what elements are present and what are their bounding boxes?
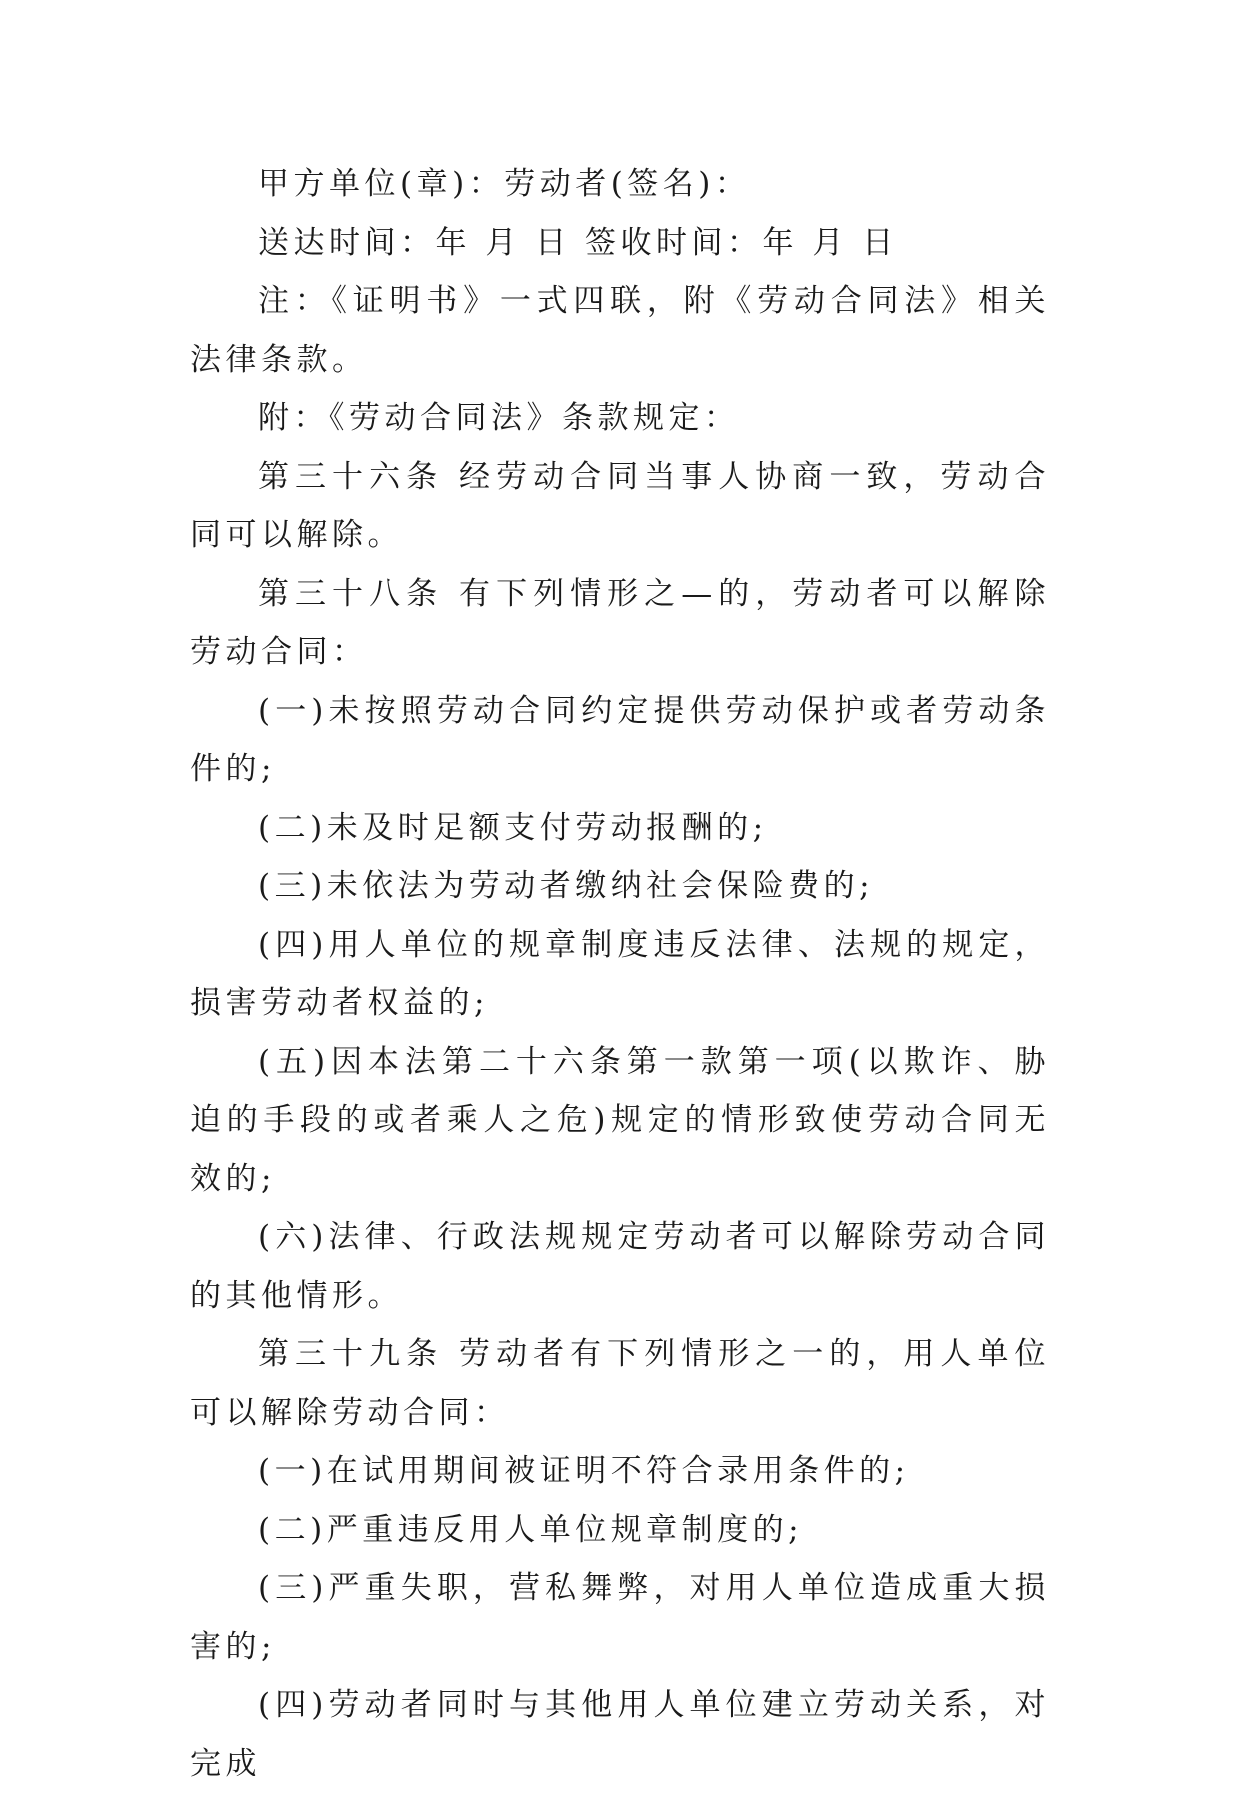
document-body	[190, 155, 1050, 1793]
article-39: 第三十九条 劳动者有下列情形之一的，用人单位可以解除劳动合同：	[190, 1336, 1050, 1431]
article-38-item-3: (三)未依法为劳动者缴纳社会保险费的;	[258, 868, 875, 904]
article-39-item-1: (一)在试用期间被证明不符合录用条件的;	[258, 1453, 910, 1489]
signature-line: 甲方单位(章)：劳动者(签名)：	[258, 166, 751, 202]
article-38: 第三十八条 有下列情形之—的，劳动者可以解除劳动合同：	[190, 575, 1050, 670]
article-36: 第三十六条 经劳动合同当事人协商一致，劳动合同可以解除。	[190, 458, 1050, 553]
article-39-item-4: (四)劳动者同时与其他用人单位建立劳动关系，对完成	[190, 1687, 1050, 1782]
article-38-item-1: (一)未按照劳动合同约定提供劳动保护或者劳动条件的;	[190, 692, 1050, 787]
article-38-item-2: (二)未及时足额支付劳动报酬的;	[258, 809, 768, 846]
article-39-item-3: (三)严重失职，营私舞弊，对用人单位造成重大损害的;	[190, 1570, 1050, 1665]
article-38-item-6: (六)法律、行政法规规定劳动者可以解除劳动合同的其他情形。	[190, 1219, 1050, 1314]
article-38-item-4: (四)用人单位的规章制度违反法律、法规的规定，损害劳动者权益的;	[190, 926, 1050, 1021]
article-38-item-5: (五)因本法第二十六条第一款第一项(以欺诈、胁迫的手段的或者乘人之危)规定的情形致使劳动合同无效的;	[190, 1043, 1050, 1197]
article-39-item-2: (二)严重违反用人单位规章制度的;	[258, 1511, 804, 1548]
appendix-heading: 附：《劳动合同法》条款规定：	[258, 400, 740, 436]
note-paragraph: 注：《证明书》一式四联，附《劳动合同法》相关法律条款。	[190, 283, 1050, 378]
delivery-date-line: 送达时间：年 月 日 签收时间：年 月 日	[258, 224, 898, 261]
